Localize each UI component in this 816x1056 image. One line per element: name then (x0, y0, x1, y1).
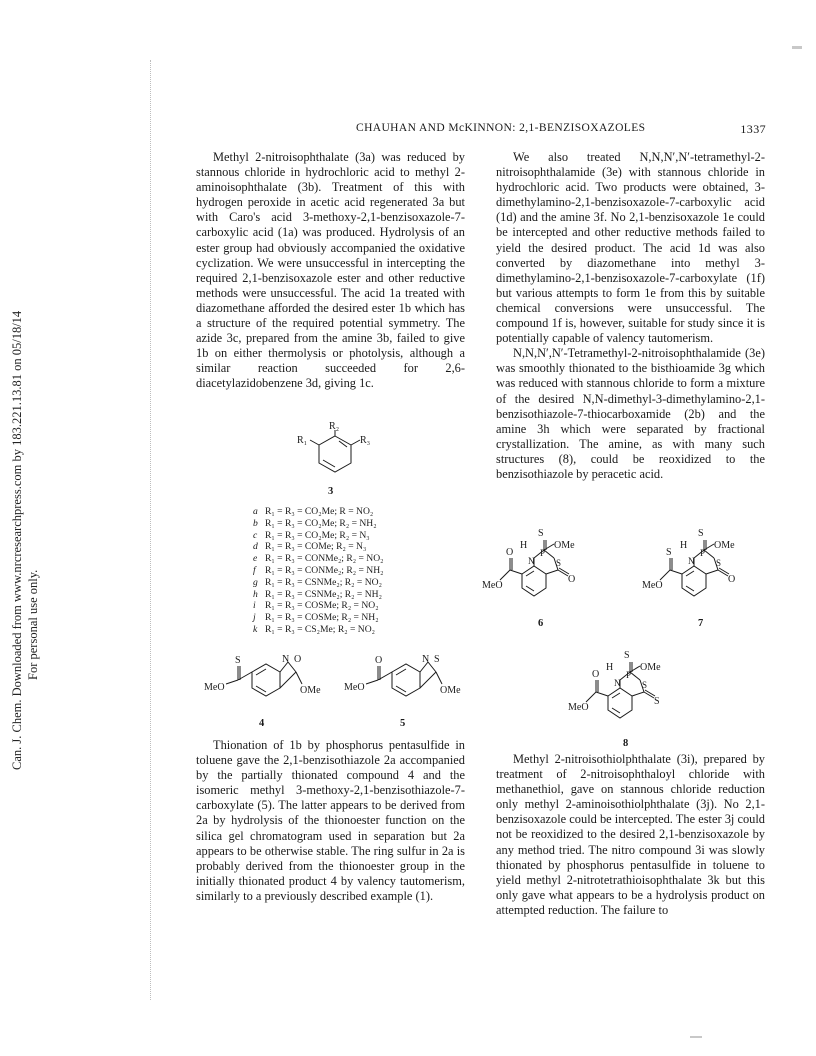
legend-row: b R₁ = R₃ = CO₂Me; R₂ = NH₂ (253, 517, 377, 529)
paragraph: Methyl 2-nitroisothiolphthalate (3i), prepared by treatment of 2-nitroisophthaloyl chloride with methanethiol, gave on stannous chloride reduction only methyl 2-aminoisothiolphthalate (3j). No 2,1-benzisoxazole could be intercepted. The ester 3j could not be reoxidized to the desired 2,1-benzisoxazole by any method tried. The nitro compound 3i was slowly thionated by phosphorus pentasulfide in toluene to yield methyl 2-nitrotetrathioisophthalate 3k but this only gave what appears to be a hydrolysis product on attempted reduction. The failure to (496, 752, 765, 917)
structure-5 (336, 648, 466, 723)
paragraph: Thionation of 1b by phosphorus pentasulfide in toluene gave the 2,1-benzisothiazole 2a accompanied by the partially thionated compound 4 and the isomeric methyl 3-methoxy-2,1-benzisothiazole-7-carboxylate (5). The latter appears to be derived from 2a by hydrolysis of the thionoester function on the silica gel chromatogram used in separation but 2a appears to be otherwise stable. The ring sulfur in 2a is probably derived from the thionoester group in the initially thionated product 4 by valency tautomerism, similarly to a previously described example (1). (196, 738, 465, 903)
structure-8-ome: OMe (640, 662, 661, 673)
structure-8 (568, 646, 688, 741)
running-title: CHAUHAN AND McKINNON: 2,1-BENZISOXAZOLES (356, 122, 646, 134)
structure-7-p: P (700, 548, 706, 558)
paragraph: Methyl 2-nitroisophthalate (3a) was reduced by stannous chloride in hydrochloric acid to methyl 2-aminoisophthalate (3b). Treatment of this with hydrogen peroxide in acetic acid regenerated 3a but with Caro's acid 3-methoxy-2,1-benzisoxazole-7-carboxylic acid (1a) was produced. Hydrolysis of an ester group had obviously accompanied the oxidative cyclization. We were unsuccessful in intercepting the required 2,1-benzisoxazole ester and other reductive methods were unsuccessful. The acid 1a treated with diazomethane afforded the desired ester 1b which has a structure of the required potential symmetry. The azide 3c, prepared from the amine 3b, failed to give 1b on either thermolysis or photolysis, although a similar reaction succeeded for 2,6-diacetylazidobenzene 3d, giving 1c. (196, 150, 465, 391)
structure-5-meo: MeO (344, 682, 365, 693)
structure-3 (280, 420, 390, 495)
legend-row: g R₁ = R₃ = CSNMe₂; R₂ = NO₂ (253, 576, 382, 588)
structure-8-drawing (568, 646, 688, 736)
column-left-lower (196, 738, 465, 904)
structure-7-drawing (642, 524, 762, 614)
structure-5-number: 5 (400, 718, 406, 729)
paragraph: N,N,N′,N′-Tetramethyl-2-nitroisophthalamide (3e) was smoothly thionated to the bisthioamide 3g which was reduced with stannous chloride to form a mixture of the desired N,N-dimethyl-3-dimethylamino-2,1-benzisothiazole-7-thiocarboxamide (2b) and the amine 3h which were separated by fractional crystallization. The amine, as with many such structures (8), could be reoxidized to the benzisothiazole by peracetic acid. (496, 346, 765, 481)
structure-6-meo: MeO (482, 580, 503, 591)
structure-6 (482, 524, 602, 619)
structure-7-n: N (688, 556, 695, 566)
structure-8-s-thione: S (654, 696, 660, 707)
structure-4-drawing (196, 648, 326, 718)
structure-6-p: P (540, 548, 546, 558)
structure-5-n: N (422, 654, 430, 665)
structure-6-o-ester: O (506, 547, 514, 558)
legend-row: a R₁ = R₃ = CO₂Me; R = NO₂ (253, 506, 374, 517)
structure-4-s: S (235, 655, 241, 666)
legend-row: h R₁ = R₃ = CSNMe₂; R₂ = NH₂ (253, 588, 382, 600)
legend-row: i R₁ = R₃ = COSMe; R₂ = NO₂ (253, 600, 379, 612)
structure-6-s-ring: S (556, 558, 562, 568)
legend-row: d R₁ = R₃ = COMe; R₂ = N₃ (253, 541, 367, 553)
legend-row: f R₁ = R₃ = CONMe₂; R₂ = NH₂ (253, 564, 384, 576)
paragraph: We also treated N,N,N′,N′-tetramethyl-2-nitroisophthalamide (3e) with stannous chloride in hydrochloric acid. Two products were obtained, 3-dimethylamino-2,1-benzisoxazole-7-carboxylic acid (1d) and the amine 3f. No 2,1-benzisoxazole 1e could be intercepted and other reductive methods failed to yield the desired product. The acid 1d was also converted by diazomethane into methyl 3-dimethylamino-2,1-benzisoxazole-7-carboxylate (1f) but various attempts to form 1e from this by suitable chemical conversions were unsuccessful. The compound 1f is, however, suitable for study since it is potentially capable of valency tautomerism. (496, 150, 765, 346)
structure-3-r3: R₃ (360, 435, 371, 446)
structure-6-number: 6 (538, 618, 544, 629)
column-left (196, 150, 465, 392)
scan-speck (792, 46, 802, 49)
structure-8-n: N (614, 678, 621, 688)
structure-6-s-top: S (538, 528, 544, 539)
structure-6-o: O (568, 574, 576, 585)
structure-8-number: 8 (623, 738, 629, 749)
download-note-source: Can. J. Chem. Downloaded from www.nrcresearchpress.com by 183.221.13.81 on 05/18/14 (10, 310, 24, 770)
structure-3-r2: R₂ (329, 421, 340, 432)
structure-8-meo: MeO (568, 702, 589, 713)
structure-6-drawing (482, 524, 602, 614)
structure-4 (196, 648, 326, 723)
download-note (8, 290, 48, 770)
structure-8-p: P (626, 670, 632, 680)
structure-4-n: N (282, 654, 290, 665)
scan-speck (690, 1036, 702, 1038)
legend-row: j R₁ = R₃ = COSMe; R₂ = NH₂ (253, 612, 379, 624)
running-header (196, 122, 766, 140)
structure-3-legend (253, 506, 384, 636)
structure-7-o-ketone: O (728, 574, 736, 585)
structure-8-s-ring: S (642, 680, 648, 690)
structure-5-o: O (375, 655, 383, 666)
structure-7-number: 7 (698, 618, 704, 629)
structure-3-r1: R₁ (297, 435, 308, 446)
legend-row: k R₁ = R₃ = CS₂Me; R₂ = NO₂ (253, 623, 375, 635)
structure-6-n: N (528, 556, 535, 566)
structure-5-ome: OMe (440, 685, 461, 696)
structure-6-ome: OMe (554, 540, 575, 551)
structure-7-s-top: S (698, 528, 704, 539)
structure-4-o: O (294, 654, 302, 665)
structure-4-number: 4 (259, 718, 265, 729)
structure-7-ome: OMe (714, 540, 735, 551)
legend-row: e R₁ = R₃ = CONMe₂; R₂ = NO₂ (253, 553, 384, 565)
structure-8-o-ester: O (592, 669, 600, 680)
structure-6-h: H (520, 540, 528, 551)
structure-4-meo: MeO (204, 682, 225, 693)
structure-4-ome: OMe (300, 685, 321, 696)
margin-rule (150, 60, 151, 1000)
download-note-usage: For personal use only. (26, 569, 40, 680)
structure-7-s-ester: S (666, 547, 672, 558)
structure-8-h: H (606, 662, 614, 673)
structure-8-s-top: S (624, 650, 630, 661)
legend-row: c R₁ = R₃ = CO₂Me; R₂ = N₃ (253, 529, 370, 541)
structure-5-s: S (434, 654, 440, 665)
column-right-lower (496, 752, 765, 918)
structure-5-drawing (336, 648, 466, 718)
structure-7 (642, 524, 762, 619)
page-number: 1337 (740, 122, 766, 136)
structure-7-meo: MeO (642, 580, 663, 591)
structure-3-number: 3 (328, 486, 334, 497)
structure-3-drawing (280, 420, 390, 490)
structure-7-s-ring: S (716, 558, 722, 568)
structure-7-h: H (680, 540, 688, 551)
column-right (496, 150, 765, 482)
